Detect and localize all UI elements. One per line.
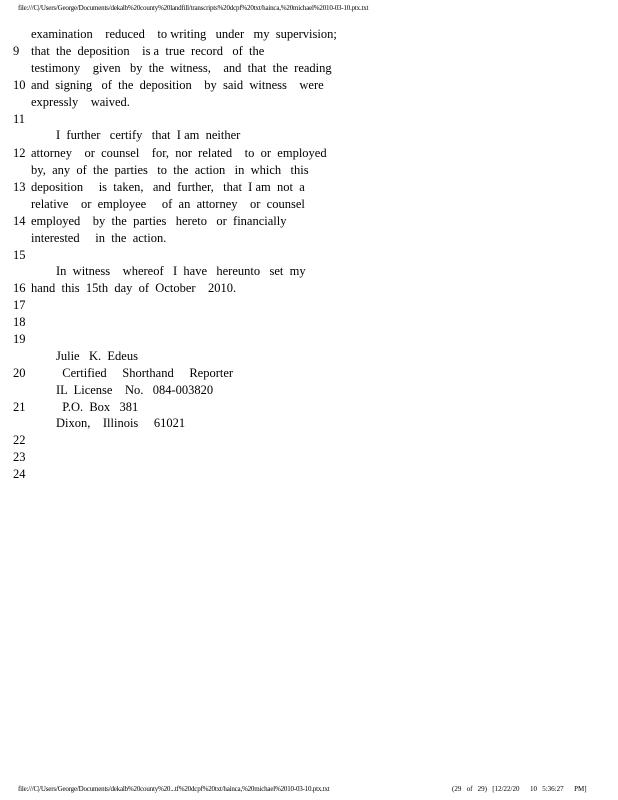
line-number: 9 <box>13 44 20 58</box>
transcript-line: deposition is taken, and further, that I am not a <box>31 180 305 194</box>
line-number: 24 <box>13 467 26 481</box>
line-number: 13 <box>13 180 26 194</box>
transcript-line: employed by the parties hereto or financially <box>31 214 287 228</box>
line-number: 14 <box>13 214 26 228</box>
transcript-line: relative or employee of an attorney or counsel <box>31 197 305 211</box>
line-number: 22 <box>13 433 26 447</box>
signature-title: Certified Shorthand Reporter <box>31 366 234 380</box>
transcript-line: that the deposition is a true record of the <box>31 44 265 58</box>
transcript-line: and signing of the deposition by said witness were <box>31 78 324 92</box>
header-file-path: file:///C|/Users/George/Documents/dekalb%20county%20landfill/transcripts%20dcpf%20txt/hainca,%20michael%2010-03-10.ptx.txt <box>18 4 369 12</box>
signature-license: IL License No. 084-003820 <box>31 383 214 397</box>
line-number: 17 <box>13 298 26 312</box>
transcript-line: testimony given by the witness, and that the reading <box>31 61 332 75</box>
transcript-line: examination reduced to writing under my supervision; <box>31 27 337 41</box>
line-number: 20 <box>13 366 26 380</box>
footer-file-path: file:///C|/Users/George/Documents/dekalb%20county%20...tf%20dcpf%20txt/hainca,%20michael%2010-03-10.ptx.txt <box>18 785 330 793</box>
transcript-line: I further certify that I am neither <box>31 128 241 142</box>
line-number: 19 <box>13 332 26 346</box>
signature-name: Julie K. Edeus <box>31 349 138 363</box>
line-number: 10 <box>13 78 26 92</box>
line-number: 23 <box>13 450 26 464</box>
transcript-line: by, any of the parties to the action in which this <box>31 163 309 177</box>
line-number: 11 <box>13 112 26 126</box>
transcript-line: interested in the action. <box>31 231 167 245</box>
line-number: 18 <box>13 315 26 329</box>
footer-page-info: (29 of 29) [12/22/20 10 5:36:27 PM] <box>452 785 587 793</box>
line-number: 15 <box>13 248 26 262</box>
transcript-line: expressly waived. <box>31 95 130 109</box>
transcript-line: attorney or counsel for, nor related to or employed <box>31 146 327 160</box>
signature-address: P.O. Box 381 <box>31 400 139 414</box>
line-number: 21 <box>13 400 26 414</box>
signature-city: Dixon, Illinois 61021 <box>31 416 186 430</box>
transcript-line: hand this 15th day of October 2010. <box>31 281 237 295</box>
transcript-line: In witness whereof I have hereunto set my <box>31 264 306 278</box>
line-number: 16 <box>13 281 26 295</box>
line-number: 12 <box>13 146 26 160</box>
